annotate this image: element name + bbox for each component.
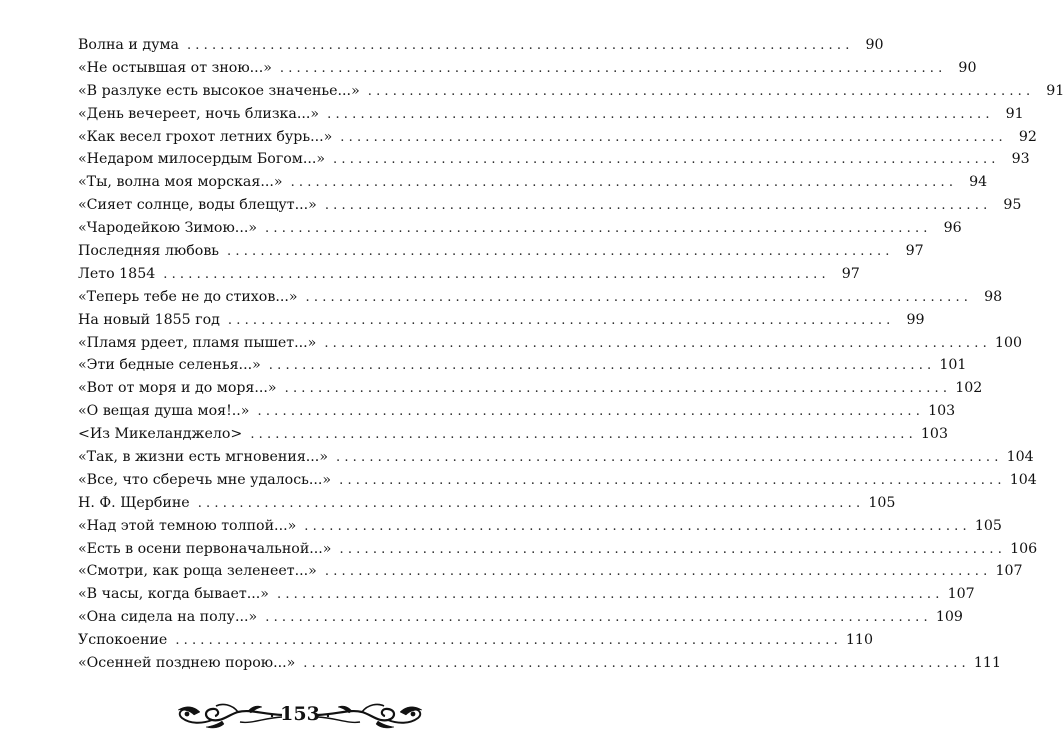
toc-entry — [78, 606, 963, 629]
toc-entry-title: «В часы, когда бывает...» — [78, 586, 269, 603]
toc-leader-dots: ................................................................................ — [367, 83, 1035, 99]
toc-entry — [78, 446, 1034, 469]
toc-entry-title: «Как весел грохот летних бурь...» — [78, 128, 333, 145]
toc-leader-dots: ................................................................................ — [257, 404, 925, 420]
toc-entry — [78, 171, 988, 194]
toc-entry-title: Н. Ф. Щербине — [78, 494, 190, 511]
toc-entry-title: «Все, что сберечь мне удалось...» — [78, 471, 332, 488]
toc-entry-title: «Вот от моря и до моря...» — [78, 380, 277, 397]
toc-leader-dots: ................................................................................ — [324, 564, 992, 580]
toc-entry-title: <Из Микеланджело> — [78, 426, 243, 443]
toc-entry-title: «В разлуке есть высокое значенье...» — [78, 82, 360, 99]
toc-entry — [78, 515, 1002, 538]
toc-entry — [78, 194, 1022, 217]
toc-entry-title: «Над этой темною толпой...» — [78, 517, 297, 534]
toc-entry-page: 92 — [1018, 128, 1037, 145]
toc-entry-title: «Пламя рдеет, пламя пышет...» — [78, 334, 317, 351]
toc-entry — [78, 354, 967, 377]
toc-leader-dots: ................................................................................ — [227, 312, 895, 328]
toc-leader-dots: ................................................................................ — [333, 152, 1000, 168]
toc-entry-page: 96 — [943, 220, 962, 237]
toc-entry — [78, 469, 1037, 492]
toc-leader-dots: ................................................................................ — [340, 129, 1007, 145]
toc-entry — [78, 34, 884, 57]
toc-entry-page: 110 — [845, 632, 873, 649]
toc-entry-page: 97 — [905, 243, 924, 260]
toc-entry — [78, 286, 1003, 309]
toc-entry — [78, 57, 977, 80]
toc-entry-title: «Недаром милосердым Богом...» — [78, 151, 326, 168]
toc-entry-page: 90 — [865, 37, 884, 53]
toc-entry — [78, 400, 956, 423]
toc-entry-page: 103 — [920, 426, 948, 443]
toc-entry — [78, 652, 1001, 675]
toc-entry — [78, 629, 873, 652]
toc-leader-dots: ................................................................................ — [324, 335, 991, 351]
toc-entry-page: 94 — [969, 174, 988, 191]
toc-entry-title: Лето 1854 — [78, 265, 156, 282]
toc-entry-page: 106 — [1010, 540, 1038, 557]
toc-entry-page: 105 — [868, 494, 896, 511]
toc-entry — [78, 240, 924, 263]
toc-leader-dots: ................................................................................ — [250, 427, 917, 443]
toc-entry-page: 101 — [939, 357, 967, 374]
toc-entry — [78, 309, 925, 332]
toc-leader-dots: ................................................................................ — [327, 106, 994, 122]
toc-entry — [78, 148, 1030, 171]
toc-leader-dots: ................................................................................ — [284, 381, 952, 397]
toc-entry — [78, 492, 896, 515]
toc-entry-title: «Не остывшая от зною...» — [78, 59, 272, 76]
toc-entry-page: 104 — [1006, 449, 1034, 466]
toc-leader-dots: ................................................................................ — [265, 221, 932, 237]
toc-leader-dots: ................................................................................ — [339, 541, 1007, 557]
toc-entry-title: «Она сидела на полу...» — [78, 609, 258, 626]
toc-entry-title: «Теперь тебе не до стихов...» — [78, 288, 298, 305]
page-footer — [0, 700, 600, 734]
toc-entry-page: 102 — [955, 380, 983, 397]
toc-entry — [78, 332, 1023, 355]
toc-entry-title: Успокоение — [78, 632, 168, 649]
toc-entry-title: На новый 1855 год — [78, 311, 220, 328]
toc-leader-dots: ................................................................................ — [175, 633, 842, 649]
toc-leader-dots: ................................................................................ — [304, 518, 971, 534]
toc-entry-title: «Чародейкою Зимою...» — [78, 220, 258, 237]
toc-entry-page: 111 — [973, 655, 1001, 672]
toc-leader-dots: ................................................................................ — [324, 198, 992, 214]
toc-entry — [78, 560, 1023, 583]
toc-entry-title: «День вечереет, ночь близка...» — [78, 105, 320, 122]
toc-leader-dots: ................................................................................ — [339, 472, 1006, 488]
toc-entry-title: «Смотри, как роща зеленеет...» — [78, 563, 317, 580]
toc-entry — [78, 80, 1064, 103]
toc-entry-title: «Ты, волна моя морская...» — [78, 174, 283, 191]
toc-leader-dots: ................................................................................ — [268, 358, 936, 374]
toc-entry — [78, 103, 1024, 126]
toc-entry-title: «О вещая душа моя!..» — [78, 403, 250, 420]
toc-entry — [78, 538, 1038, 561]
toc-leader-dots: ................................................................................ — [186, 38, 854, 53]
toc-entry-page: 109 — [935, 609, 963, 626]
toc-entry-page: 97 — [841, 265, 860, 282]
toc-entry-title: Последняя любовь — [78, 243, 220, 260]
page-number: 153 — [280, 703, 320, 725]
toc-entry-page: 98 — [984, 288, 1003, 305]
toc-entry-title: «Есть в осени первоначальной...» — [78, 540, 332, 557]
toc-entry — [78, 263, 860, 286]
toc-entry — [78, 377, 983, 400]
toc-entry-title: «Эти бедные селенья...» — [78, 357, 261, 374]
toc-leader-dots: ................................................................................ — [303, 656, 970, 672]
toc-leader-dots: ................................................................................ — [277, 587, 944, 603]
toc-entry-title: «Так, в жизни есть мгновения...» — [78, 449, 328, 466]
toc-entry-page: 107 — [947, 586, 975, 603]
toc-entry-title: Волна и дума — [78, 37, 179, 53]
toc-entry-page: 95 — [1003, 197, 1022, 214]
toc-entry-page: 105 — [974, 517, 1002, 534]
toc-entry-page: 99 — [906, 311, 925, 328]
toc-leader-dots: ................................................................................ — [265, 610, 932, 626]
toc-leader-dots: ................................................................................ — [197, 495, 865, 511]
toc-entry — [78, 126, 1037, 149]
toc-leader-dots: ................................................................................ — [163, 266, 830, 282]
toc-leader-dots: ................................................................................ — [290, 175, 958, 191]
table-of-contents — [78, 34, 1064, 675]
toc-entry-page: 91 — [1005, 105, 1024, 122]
toc-entry-title: «Сияет солнце, воды блещут...» — [78, 197, 317, 214]
toc-entry-page: 90 — [958, 59, 977, 76]
toc-entry — [78, 217, 962, 240]
toc-entry-page: 93 — [1011, 151, 1030, 168]
floral-flourish-icon — [316, 700, 428, 730]
toc-entry-page: 100 — [994, 334, 1023, 351]
toc-entry-page: 103 — [928, 403, 956, 420]
toc-entry — [78, 583, 975, 606]
toc-leader-dots: ................................................................................ — [305, 289, 973, 305]
toc-entry-page: 91 — [1046, 82, 1064, 99]
toc-entry-page: 104 — [1009, 471, 1037, 488]
toc-entry-title: «Осенней позднею порою...» — [78, 655, 296, 672]
toc-entry — [78, 423, 948, 446]
toc-leader-dots: ................................................................................ — [279, 60, 947, 76]
toc-leader-dots: ................................................................................ — [227, 244, 894, 260]
toc-entry-page: 107 — [995, 563, 1023, 580]
toc-leader-dots: ................................................................................ — [336, 450, 1003, 466]
